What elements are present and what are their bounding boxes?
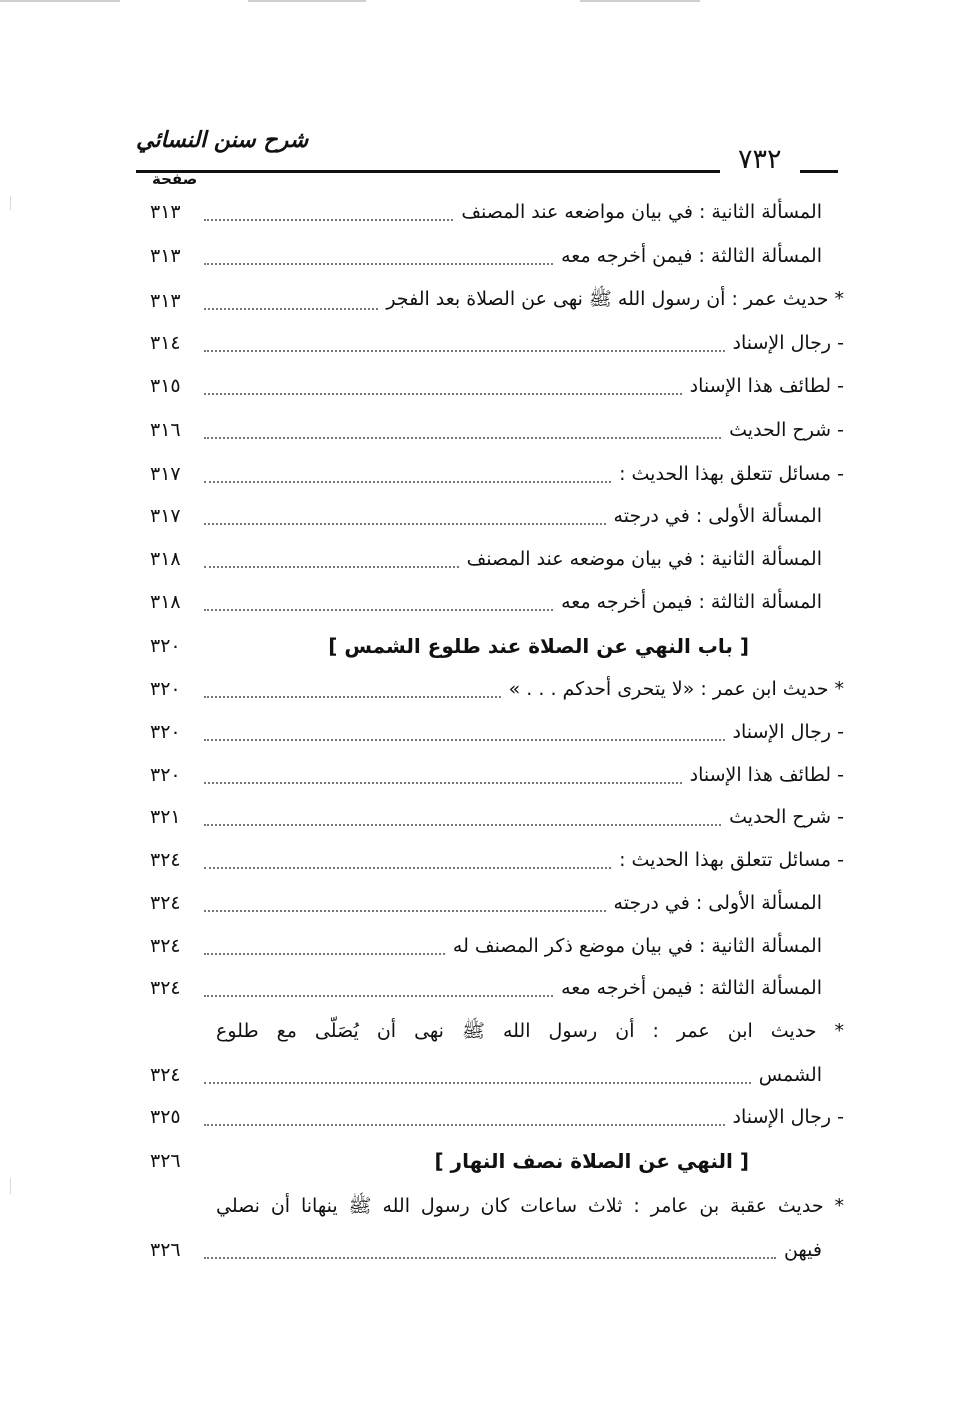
toc-entry-text: المسألة الثالثة : فيمن أخرجه معه bbox=[561, 591, 822, 613]
toc-section-heading bbox=[150, 626, 844, 666]
toc-entry-text: * حديث عمر : أن رسول الله ﷺ نهى عن الصلاة بعد الفجر bbox=[386, 288, 844, 310]
toc-page-number: ٣١٣ bbox=[150, 290, 181, 312]
toc-entry-text: - رجال الإسناد bbox=[732, 332, 844, 354]
toc-page-number: ٣١٦ bbox=[150, 419, 181, 441]
dotted-leader bbox=[204, 481, 611, 483]
dotted-leader bbox=[204, 1082, 751, 1084]
dotted-leader bbox=[204, 1124, 725, 1126]
dotted-leader bbox=[204, 219, 453, 221]
toc-entry-text: [ النهي عن الصلاة نصف النهار ] bbox=[434, 1149, 749, 1173]
toc-page-number: ٣٢٥ bbox=[150, 1106, 181, 1128]
toc-entry bbox=[150, 582, 844, 622]
toc-entry-text: المسألة الثانية : في بيان موضع ذكر المصنف له bbox=[452, 935, 822, 957]
toc-entry-text: المسألة الأولى : في درجته bbox=[613, 892, 822, 914]
dotted-leader bbox=[204, 953, 445, 955]
scan-edge-mark bbox=[248, 0, 366, 2]
toc-entry-text: - شرح الحديث bbox=[729, 806, 844, 828]
scan-edge-mark bbox=[10, 1178, 11, 1194]
toc-entry bbox=[150, 410, 844, 450]
scan-edge-mark bbox=[0, 0, 120, 2]
dotted-leader bbox=[204, 609, 553, 611]
dotted-leader bbox=[204, 308, 378, 310]
toc-page-number: ٣٢٤ bbox=[150, 849, 181, 871]
toc-page-number: ٣٢٠ bbox=[150, 635, 181, 657]
toc-entry bbox=[150, 323, 844, 363]
toc-entry bbox=[150, 755, 844, 795]
dotted-leader bbox=[204, 782, 682, 784]
toc-page-number: ٣٢٠ bbox=[150, 721, 181, 743]
toc-entry bbox=[150, 926, 844, 966]
toc-entry-text: - مسائل تتعلق بهذا الحديث : bbox=[619, 849, 844, 871]
header-rule bbox=[136, 170, 720, 173]
toc-entry-text: المسألة الثالثة : فيمن أخرجه معه bbox=[561, 977, 822, 999]
toc-entry-text: - شرح الحديث bbox=[729, 419, 844, 441]
toc-entry bbox=[150, 539, 844, 579]
toc-page-number: ٣٢١ bbox=[150, 806, 181, 828]
toc-page-number: ٣١٨ bbox=[150, 548, 181, 570]
dotted-leader bbox=[204, 437, 721, 439]
toc-entry bbox=[150, 454, 844, 494]
toc-entry bbox=[150, 669, 844, 709]
toc-entry bbox=[150, 1055, 844, 1095]
toc-entry bbox=[150, 883, 844, 923]
toc-page-number: ٣١٥ bbox=[150, 375, 181, 397]
dotted-leader bbox=[204, 263, 553, 265]
toc-entry-text: * حديث ابن عمر : «لا يتحرى أحدكم . . . » bbox=[508, 678, 844, 700]
toc-entry bbox=[150, 840, 844, 880]
toc-page-number: ٣٢٠ bbox=[150, 764, 181, 786]
dotted-leader bbox=[204, 1257, 776, 1259]
toc-entry bbox=[150, 712, 844, 752]
scan-edge-mark bbox=[580, 0, 700, 2]
toc-entry-text: المسألة الثالثة : فيمن أخرجه معه bbox=[561, 245, 822, 267]
toc-entry-text: - لطائف هذا الإسناد bbox=[689, 375, 844, 397]
toc-entry bbox=[150, 496, 844, 536]
toc-entry-continued: * حديث عقبة بن عامر : ثلاث ساعات كان رسول الله ﷺ ينهانا أن نصلي bbox=[216, 1195, 844, 1217]
dotted-leader bbox=[204, 910, 606, 912]
toc-entry-text: - رجال الإسناد bbox=[732, 721, 844, 743]
toc-page-number: ٣٢٤ bbox=[150, 892, 181, 914]
toc-entry-text: الشمس bbox=[758, 1064, 822, 1086]
toc-entry bbox=[150, 281, 844, 321]
toc-entry-text: المسألة الثانية : في بيان موضعه عند المصنف bbox=[466, 548, 822, 570]
toc-page-number: ٣٢٤ bbox=[150, 977, 181, 999]
toc-page-number: ٣٢٤ bbox=[150, 1064, 181, 1086]
toc-entry bbox=[150, 366, 844, 406]
scan-edge-mark bbox=[10, 196, 11, 210]
toc-page-number: ٣٢٦ bbox=[150, 1150, 181, 1172]
toc-page-number: ٣١٣ bbox=[150, 245, 181, 267]
toc-page-number: ٣٢٦ bbox=[150, 1239, 181, 1261]
toc-page-number: ٣١٧ bbox=[150, 505, 181, 527]
toc-page-number: ٣١٤ bbox=[150, 332, 181, 354]
dotted-leader bbox=[204, 566, 459, 568]
toc-page-number: ٣١٧ bbox=[150, 463, 181, 485]
toc-entry-text: [ باب النهي عن الصلاة عند طلوع الشمس ] bbox=[328, 634, 749, 658]
toc-entry bbox=[150, 968, 844, 1008]
toc-entry bbox=[150, 797, 844, 837]
running-title: شرح سنن النسائي bbox=[136, 128, 309, 153]
toc-page-number: ٣١٨ bbox=[150, 591, 181, 613]
dotted-leader bbox=[204, 393, 682, 395]
header-dash bbox=[800, 170, 838, 173]
toc-entry bbox=[150, 1097, 844, 1137]
toc-page-number: ٣٢٠ bbox=[150, 678, 181, 700]
page-number: ٧٣٢ bbox=[738, 144, 782, 175]
toc-page-number: ٣٢٤ bbox=[150, 935, 181, 957]
dotted-leader bbox=[204, 867, 611, 869]
dotted-leader bbox=[204, 696, 501, 698]
page-column-label: صفحة bbox=[152, 170, 198, 188]
dotted-leader bbox=[204, 824, 721, 826]
toc-entry-text: المسألة الثانية : في بيان مواضعه عند المصنف bbox=[461, 201, 822, 223]
dotted-leader bbox=[204, 739, 725, 741]
dotted-leader bbox=[204, 350, 725, 352]
toc-entry-text: المسألة الأولى : في درجته bbox=[613, 505, 822, 527]
toc-entry-text: فيهن bbox=[783, 1239, 822, 1261]
toc-entry-text: - رجال الإسناد bbox=[732, 1106, 844, 1128]
toc-entry-text: - مسائل تتعلق بهذا الحديث : bbox=[619, 463, 844, 485]
dotted-leader bbox=[204, 995, 553, 997]
toc-entry-text: - لطائف هذا الإسناد bbox=[689, 764, 844, 786]
toc-entry bbox=[150, 192, 844, 232]
toc-page-number: ٣١٣ bbox=[150, 201, 181, 223]
dotted-leader bbox=[204, 523, 606, 525]
toc-section-heading bbox=[150, 1141, 844, 1181]
toc-entry bbox=[150, 1230, 844, 1270]
toc-entry-continued: * حديث ابن عمر : أن رسول الله ﷺ نهى أن يُصَلّى مع طلوع bbox=[216, 1020, 844, 1042]
toc-entry bbox=[150, 236, 844, 276]
